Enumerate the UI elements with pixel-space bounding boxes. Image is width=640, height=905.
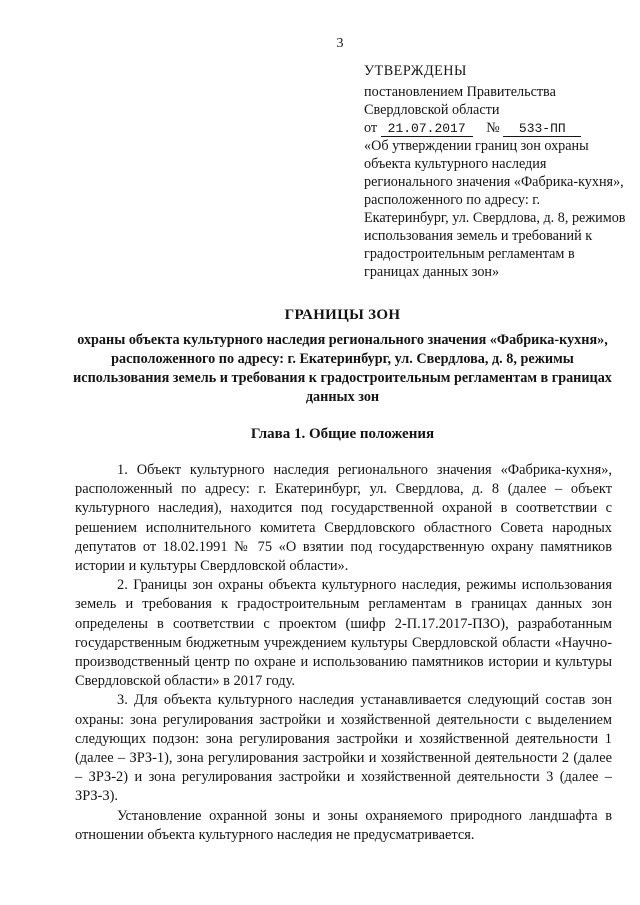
paragraph: 3. Для объекта культурного наследия устанавливается следующий состав зон охраны: зона регулирования застройки и хозяйственной деятельности с выделением следующих подзон: зона регулирования застройки и хозяйственной деятельности 1 (далее – ЗРЗ-1), зона регулирования застройки и хозяйственной деятельности 2 (далее – ЗРЗ-2) и зона регулирования застройки и хозяйственной деятельности 3 (далее – ЗРЗ-3).: [75, 692, 612, 805]
approval-line-1: постановлением Правительства: [364, 84, 556, 100]
approval-block: [364, 62, 626, 281]
heading-main: ГРАНИЦЫ ЗОН: [284, 307, 401, 323]
approval-title: УТВЕРЖДЕНЫ: [364, 63, 467, 79]
approval-date-line: [364, 119, 626, 137]
approval-date: 21.07.2017: [381, 121, 473, 137]
body-text: [75, 461, 612, 845]
approval-subject: «Об утверждении границ зон охраны объекта культурного наследия регионального значения «Фабрика-кухня», расположенного по адресу: г. Екатеринбург, ул. Свердлова, д. 8, режимов использования земель и требований к градостроительным регламентам в границах данных зон»: [364, 138, 626, 280]
approval-number: 533-ПП: [503, 121, 581, 137]
number-prefix: №: [486, 120, 500, 136]
heading-subtitle: охраны объекта культурного наследия регионального значения «Фабрика-кухня», расположенного по адресу: г. Екатеринбург, ул. Свердлова, д. 8, режимы использования земель и требования к градостроительным регламентам в границах данных зон: [73, 332, 612, 405]
paragraph: 1. Объект культурного наследия регионального значения «Фабрика-кухня», расположенный по адресу: г. Екатеринбург, ул. Свердлова, д. 8 (далее – объект культурного наследия), находится под государственной охраной в соответствии с решением исполнительного комитета Свердловского областного Совета народных депутатов от 18.02.1991 № 75 «О взятии под государственную охрану памятников истории и культуры Свердловской области».: [75, 462, 612, 575]
page-number: 3: [336, 36, 344, 51]
paragraph: 2. Границы зон охраны объекта культурного наследия, режимы использования земель и требования к градостроительным регламентам в границах данных зон определены в соответствии с проектом (шифр 2-П.17.2017-ПЗО), разработанным государственным бюджетным учреждением культуры Свердловской области «Научно-производственный центр по охране и использованию памятников истории и культуры Свердловской области» в 2017 году.: [75, 577, 612, 690]
date-prefix: от: [364, 120, 378, 136]
paragraph: Установление охранной зоны и зоны охраняемого природного ландшафта в отношении объекта культурного наследия не предусматривается.: [75, 807, 612, 843]
chapter-title: Глава 1. Общие положения: [250, 426, 435, 442]
approval-line-2: Свердловской области: [364, 102, 500, 118]
document-heading: [70, 306, 615, 407]
